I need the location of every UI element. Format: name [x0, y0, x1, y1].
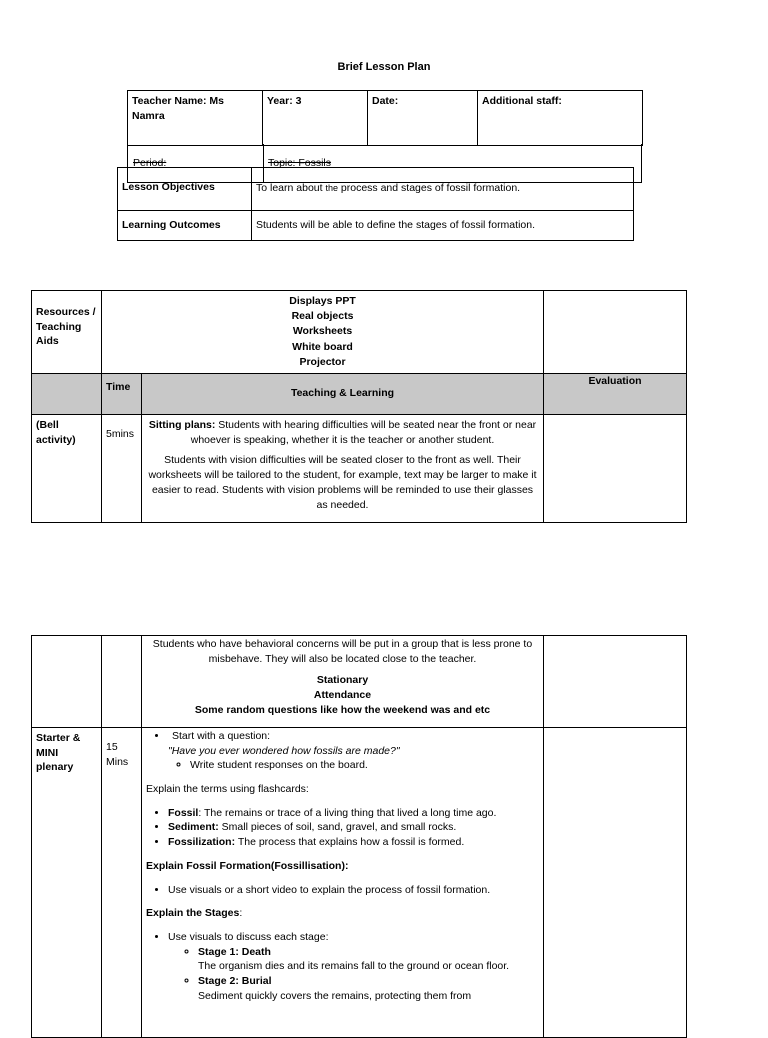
resource-item: Real objects — [291, 310, 354, 323]
teaching-header: Teaching & Learning — [142, 374, 544, 415]
resource-item: Worksheets — [292, 325, 353, 338]
bell-activity-content: Sitting plans: Students with hearing difficulties will be seated near the front or near whoever is speaking, whether it is the teacher or another student. Students with vision difficulties will be seated closer to the front as well. Their worksheets will be tailored to the student, for example, text may be larger to make it easier to read. Students with vision problems will be reminded to use their glasses as needed. — [142, 415, 544, 523]
resource-item: White board — [292, 340, 353, 353]
resource-item: Projector — [299, 355, 346, 368]
date-cell: Date: — [368, 91, 478, 146]
objectives-text: To learn about the process and stages of fossil formation. — [252, 168, 634, 211]
objectives-label: Lesson Objectives — [118, 168, 252, 211]
behavior-content: Students who have behavioral concerns will be put in a group that is less prone to misbehave. They will also be located close to the teacher. Stationary Attendance Some random questions like how the weekend was and etc — [142, 636, 544, 728]
additional-staff-cell: Additional staff: — [478, 91, 643, 146]
resources-label: Resources / Teaching Aids — [32, 291, 102, 374]
bell-activity-label: (Bell activity) — [32, 415, 102, 523]
evaluation-header: Evaluation — [544, 374, 687, 415]
time-header: Time — [102, 374, 142, 415]
objectives-table — [117, 167, 634, 241]
starter-label: Starter & MINI plenary — [32, 728, 102, 1038]
outcomes-label: Learning Outcomes — [118, 211, 252, 241]
teacher-name-cell: Teacher Name: Ms Namra — [128, 91, 263, 146]
plan-table — [31, 290, 687, 523]
header-table — [127, 90, 643, 146]
resources-list — [102, 291, 544, 374]
period-cell: Period: — [133, 157, 167, 169]
bell-time: 5mins — [102, 415, 142, 523]
starter-content: • Start with a question: "Have you ever wondered how fossils are made?" ◦ Write student responses on the board. Explain the terms using flashcards: • Fossil: The remains or trace of a living thing that lived a long time ago. • Sediment: Small pieces of soil, sand, gravel, and small rocks. • Fossilization: The process that explains how a fossil is formed. Explain Fossil Formation(Fossillisation): • Use visuals or a short video to explain the process of fossil formation. Explain the Stages: • Use visuals to discuss each stage: ◦ Stage 1: Death The organism dies and its remains fall to the ground or ocean floor. ◦ Stage 2: Burial Sediment quickly covers the remains, protecting them from — [142, 728, 544, 1038]
plan-table-continued — [31, 635, 687, 1038]
year-cell: Year: 3 — [263, 91, 368, 146]
starter-time: 15 Mins — [102, 728, 142, 1038]
outcomes-text: Students will be able to define the stages of fossil formation. — [252, 211, 634, 241]
topic-cell: Topic: Fossils — [268, 157, 332, 169]
page-title: Brief Lesson Plan — [337, 61, 431, 73]
resource-item: Displays PPT — [289, 295, 356, 307]
